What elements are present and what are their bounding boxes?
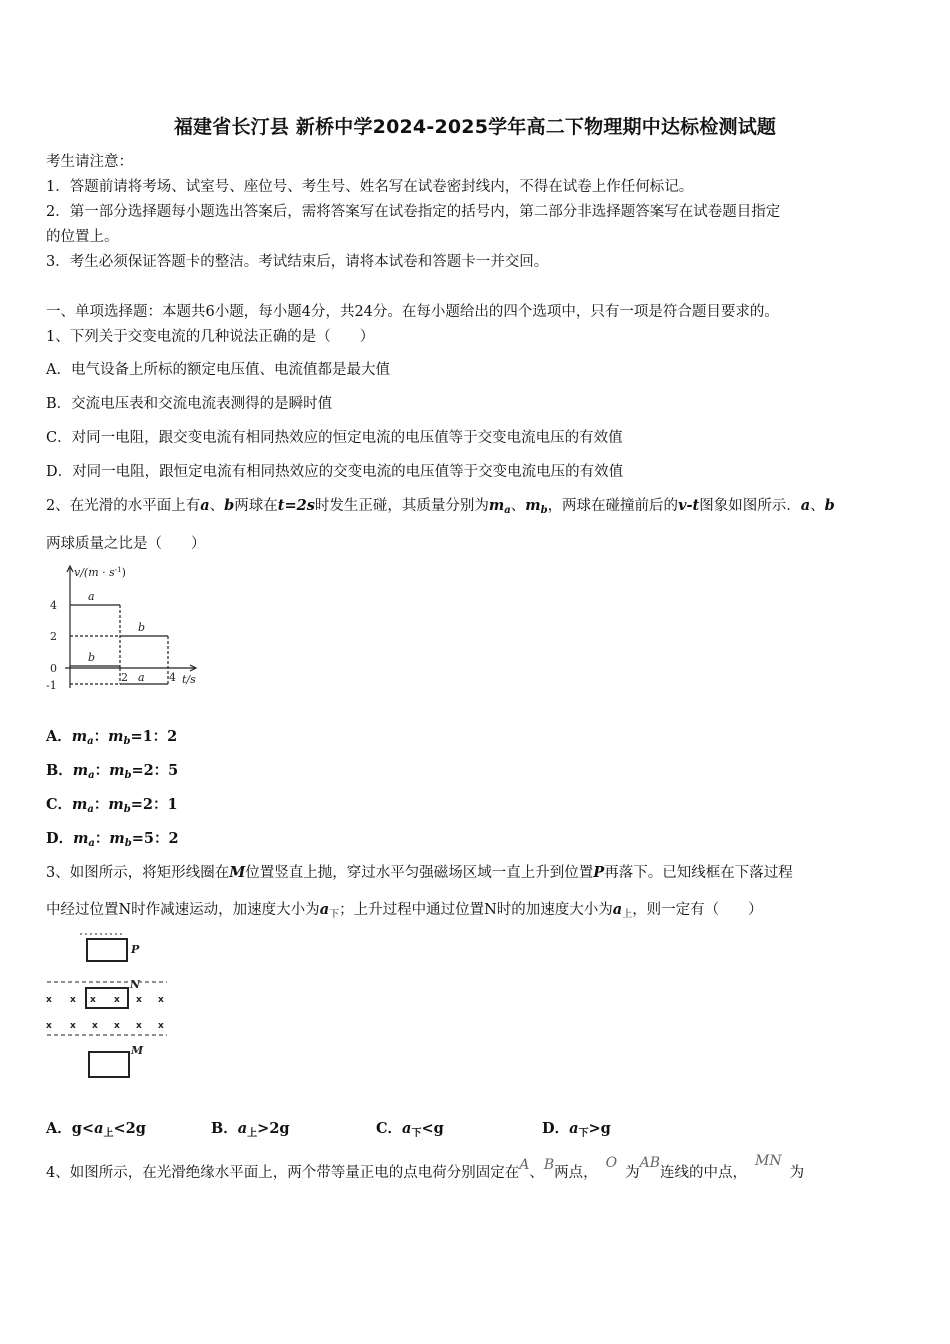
svg-text:x: x <box>158 1021 164 1031</box>
q2-option-c: C．$m_a$：$m_b=2$：1 <box>46 796 178 815</box>
q1-stem: 1、下列关于交变电流的几种说法正确的是（ ） <box>46 329 375 345</box>
xtick-4: 4 <box>169 671 176 684</box>
label-m: M <box>131 1044 144 1057</box>
q3-magnetic-field-figure <box>42 930 177 1085</box>
svg-text:x: x <box>158 995 164 1005</box>
q1-option-b: B．交流电压表和交流电流表测得的是瞬时值 <box>46 396 333 412</box>
svg-text:x: x <box>90 995 96 1005</box>
coil-at-m <box>89 1052 129 1077</box>
graph-ylabel: $v/(m \cdot s^{-1})$ <box>74 566 126 579</box>
q3-option-d: D．$a_下>g$ <box>542 1120 611 1139</box>
q4-stem: 4、如图所示，在光滑绝缘水平面上，两个带等量正电的点电荷分别固定在A、B两点，O为AB连线的中点，MN为 <box>46 1153 805 1181</box>
svg-text:x: x <box>70 995 76 1005</box>
q3-stem: 3、如图所示，将矩形线圈在M位置竖直上抛，穿过水平匀强磁场区域一直上升到位置P再落下。已知线框在下落过程 <box>46 864 793 881</box>
notice-item-2: 2．第一部分选择题每小题选出答案后，需将答案写在试卷指定的括号内，第二部分非选择题答案写在试卷题目指定 <box>46 204 781 220</box>
q2-vt-graph <box>40 560 210 700</box>
svg-text:x: x <box>136 995 142 1005</box>
notice-item-3: 3．考生必须保证答题卡的整洁。考试结束后，请将本试卷和答题卡一并交回。 <box>46 254 549 270</box>
svg-text:x: x <box>114 995 120 1005</box>
coil-at-p <box>87 939 127 961</box>
ytick-2: 2 <box>50 630 57 643</box>
q2-stem: 2、在光滑的水平面上有a、b两球在t=2s时发生正碰，其质量分别为$m_a$、$m_b$，两球在碰撞前后的v-t图象如图所示．a、b <box>46 497 835 516</box>
ytick-4: 4 <box>50 599 57 612</box>
q1-option-c: C．对同一电阻，跟交变电流有相同热效应的恒定电流的电压值等于交变电流电压的有效值 <box>46 430 623 446</box>
label-p: P <box>131 943 140 956</box>
q2-option-d: D．$m_a$：$m_b=5$：2 <box>46 830 179 849</box>
label-n: N <box>130 978 141 991</box>
label-b-low: b <box>88 651 96 664</box>
q3-option-b: B．$a_上>2g$ <box>211 1120 290 1139</box>
q2-option-b: B．$m_a$：$m_b=2$：5 <box>46 762 179 781</box>
xtick-2: 2 <box>121 671 128 684</box>
notice-item-1: 1．答题前请将考场、试室号、座位号、考生号、姓名写在试卷密封线内，不得在试卷上作任何标记。 <box>46 179 694 195</box>
graph-xlabel: t/s <box>182 673 196 686</box>
notice-item-2-cont: 的位置上。 <box>46 229 119 245</box>
ytick-0: 0 <box>50 662 57 675</box>
svg-text:x: x <box>114 1021 120 1031</box>
q3-option-c: C．$a_下<g$ <box>376 1120 444 1139</box>
q2-option-a: A．$m_a$：$m_b=1$：2 <box>46 728 178 747</box>
ytick-neg1: -1 <box>46 679 57 692</box>
section-heading: 一、单项选择题：本题共6小题，每小题4分，共24分。在每小题给出的四个选项中，只有一项是符合题目要求的。 <box>46 304 779 320</box>
svg-text:x: x <box>46 1021 52 1031</box>
svg-text:x: x <box>136 1021 142 1031</box>
field-crosses <box>46 995 164 1031</box>
svg-text:x: x <box>92 1021 98 1031</box>
q2-stem-line2: 两球质量之比是（ ） <box>46 536 206 552</box>
svg-text:x: x <box>46 995 52 1005</box>
q3-option-a: A．$g<a_上<2g$ <box>46 1120 146 1139</box>
q3-stem-line2: 中经过位置N时作减速运动，加速度大小为$a_下$；上升过程中通过位置N时的加速度大小为$a_上$，则一定有（ ） <box>46 901 763 920</box>
q1-option-d: D．对同一电阻，跟恒定电流有相同热效应的交变电流的电压值等于交变电流电压的有效值 <box>46 464 624 480</box>
label-b-mid: b <box>138 621 146 634</box>
label-a-low: a <box>138 671 145 684</box>
notice-heading: 考生请注意： <box>46 154 133 170</box>
page-title: 福建省长汀县 新桥中学2024-2025学年高二下物理期中达标检测试题 <box>173 116 777 138</box>
svg-text:x: x <box>70 1021 76 1031</box>
q1-option-a: A．电气设备上所标的额定电压值、电流值都是最大值 <box>46 362 390 378</box>
label-a-top: a <box>88 590 95 603</box>
